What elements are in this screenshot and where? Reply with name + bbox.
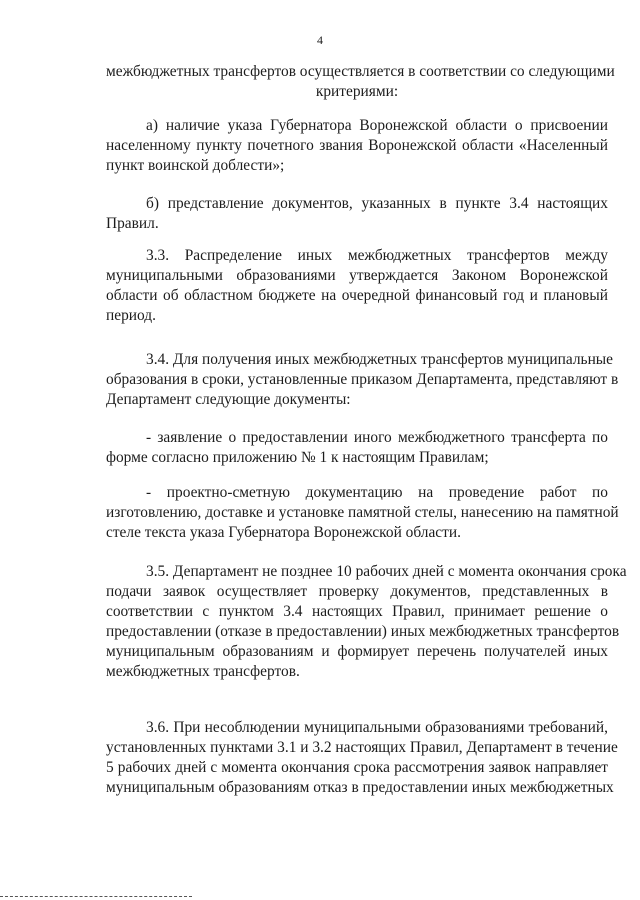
- text-line: пункт воинской доблести»;: [106, 157, 285, 174]
- text-line: области об областном бюджете на очередной финансовый год и плановый: [106, 287, 608, 304]
- text-line: соответствии с пунктом 3.4 настоящих Правил, принимает решение о: [106, 603, 608, 620]
- paragraph-3-5: [106, 562, 627, 682]
- list-item-documentation: [106, 483, 619, 543]
- text-line: предоставлении (отказе в предоставлении) иных межбюджетных трансфертов: [106, 623, 620, 640]
- text-line: Правил.: [106, 215, 159, 232]
- paragraph-3-4: [106, 350, 619, 410]
- text-line: б) представление документов, указанных в пункте 3.4 настоящих: [146, 195, 608, 212]
- paragraph-3-6: [106, 718, 618, 798]
- text-line: изготовлению, доставке и установке памятной стелы, нанесению на памятной: [106, 504, 619, 521]
- paragraph-3-3: [106, 246, 608, 326]
- text-line: а) наличие указа Губернатора Воронежской области о присвоении: [146, 117, 608, 134]
- text-line: форме согласно приложению № 1 к настоящим Правилам;: [106, 449, 489, 466]
- text-line: - заявление о предоставлении иного межбюджетного трансферта по: [146, 429, 608, 446]
- text-line: период.: [106, 307, 156, 324]
- text-line: населенному пункту почетного звания Воронежской области «Населенный: [106, 137, 608, 154]
- text-line: стеле текста указа Губернатора Воронежской области.: [106, 524, 461, 541]
- text-line: межбюджетных трансфертов.: [106, 663, 300, 680]
- text-line: 3.6. При несоблюдении муниципальными образованиями требований,: [146, 719, 608, 736]
- text-line: муниципальными образованиями утверждается Законом Воронежской: [106, 267, 608, 284]
- text-line: 3.4. Для получения иных межбюджетных трансфертов муниципальные: [146, 351, 613, 368]
- text-line: установленных пунктами 3.1 и 3.2 настоящих Правил, Департамент в течение: [106, 739, 618, 756]
- paragraph-criteria-intro: [106, 62, 615, 102]
- text-line: - проектно-сметную документацию на проведение работ по: [146, 484, 608, 501]
- text-line: Департамент следующие документы:: [106, 391, 351, 408]
- text-line: 5 рабочих дней с момента окончания срока рассмотрения заявок направляет: [106, 759, 608, 776]
- text-line: образования в сроки, установленные приказом Департамента, представляют в: [106, 371, 619, 388]
- text-line: 3.3. Распределение иных межбюджетных трансфертов между: [146, 247, 608, 264]
- paragraph-criterion-a: [106, 116, 608, 176]
- text-line: критериями:: [315, 83, 399, 100]
- text-line: 3.5. Департамент не позднее 10 рабочих дней с момента окончания срока: [146, 563, 627, 580]
- page-number: 4: [317, 33, 323, 47]
- text-line: муниципальным образованиям и формирует перечень получателей иных: [106, 643, 608, 660]
- paragraph-criterion-b: [106, 194, 608, 234]
- text-line: муниципальным образованиям отказ в предоставлении иных межбюджетных: [106, 779, 614, 796]
- footer-rule: [0, 896, 192, 898]
- list-item-application: [106, 428, 608, 468]
- text-line: подачи заявок осуществляет проверку документов, представленных в: [106, 583, 608, 600]
- text-line: межбюджетных трансфертов осуществляется в соответствии со следующими: [106, 63, 615, 80]
